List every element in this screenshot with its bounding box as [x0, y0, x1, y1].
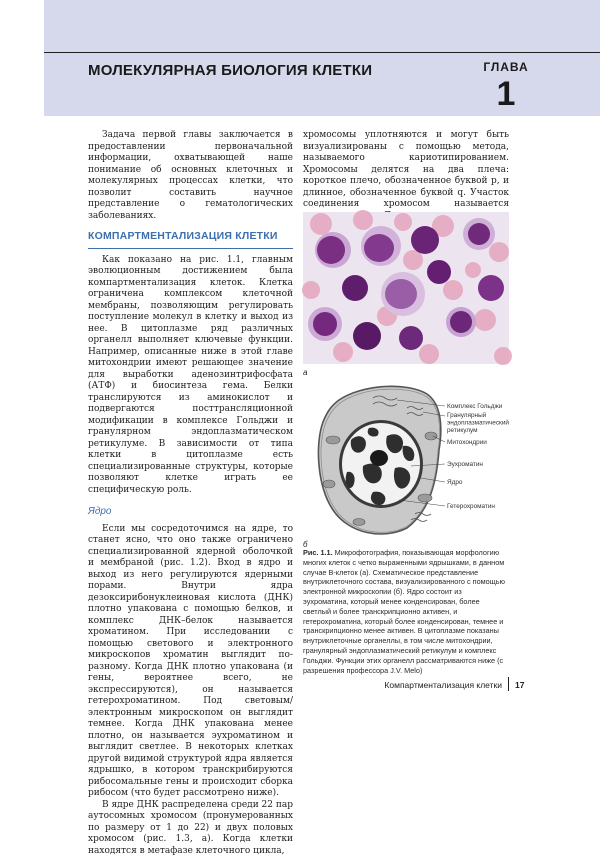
subsection-heading-nucleus: Ядро: [88, 506, 293, 518]
label-nucleus: Ядро: [447, 479, 463, 486]
nucleus-paragraph-2: В ядре ДНК распределена среди 22 пар аутосомных хромосом (пронумерованных по размеру от 1 до 22) и двух половых хромосом (рис. 1.3, а). Когда клетки находятся в метафазе клеточного цикла,: [88, 800, 293, 857]
section-rule: [88, 248, 293, 249]
label-euchromatin: Эухроматин: [447, 461, 483, 468]
micrograph-svg: [303, 212, 509, 364]
compartment-paragraph: Как показано на рис. 1.1, главным эволюционным достижением была компартментализация клеток. Клетка ограничена комплексом клеточной мембраны, позволяющим регулировать поступление молекул в клетку и выход из нее. В цитоплазме ряд различных органелл выполняет ключевые функции. Например, описанные ниже в этой главе митохондрии имеют решающее значение для выработки аденозинтрифосфата (АТФ) и биосинтеза гема. Белки транслируются из аминокислот и подвергаются посттрансляционной модификации в комплексе Гольджи и гранулярном эндоплазматическом ретикулуме. В зависимости от типа клетки в цитоплазме есть специализированные структуры, которые позволяют клетке играть ее специфическую роль.: [88, 255, 293, 497]
chapter-title: МОЛЕКУЛЯРНАЯ БИОЛОГИЯ КЛЕТКИ: [88, 62, 372, 79]
label-golgi: Комплекс Гольджи: [447, 403, 503, 410]
cell-diagram-svg: [303, 380, 509, 540]
left-column: [88, 130, 293, 857]
cell-diagram: [303, 380, 509, 540]
nucleus-paragraph-1: Если мы сосредоточимся на ядре, то станет ясно, что оно также ограничено специализированной ядерной оболочкой и мембраной (рис. 1.2). Вход в ядро и выход из него регулируются ядерными порами. Внутри ядра дезоксирибонуклеиновая кислота (ДНК) плотно упакована с помощью белков, и комплекс ДНК–белок называется хроматином. При исследовании с помощью светового и электронного микроскопов хроматин выглядит по-разному. Когда ДНК плотно упакована (и гены, вероятнее всего, не экспрессируются), он называется гетерохроматином. Под световым/электронным микроскопом он выглядит темнее. Когда ДНК упакована менее плотно, он называется эухроматином и выглядит светлее. В некоторых клетках другой видимой структурой ядра является ядрышко, в котором транскрибируются рибосомальные гены и происходит сборка рибосом (что будет рассмотрено ниже).: [88, 524, 293, 800]
header-rule: [44, 52, 600, 53]
intro-paragraph: Задача первой главы заключается в предоставлении первоначальной информации, охватывающей наше понимание об основных клеточных и молекулярных процессах клетки, что позволит составить научное представление о гематологических заболеваниях.: [88, 130, 293, 222]
chapter-label: ГЛАВА: [476, 60, 536, 74]
label-heterochromatin: Гетерохроматин: [447, 503, 495, 510]
caption-text: Микрофотография, показывающая морфологию многих клеток с четко выраженными ядрышками, в данном случае В-клеток (а). Схематическое представление внутриклеточного состава, визуализированного с помощью электронной микроскопии (б). Ядро состоит из эухроматина, который менее конденсирован, более светлый и более транскрипционно активен, и гетерохроматина, который более конденсирован, темнее и транскрипционно менее активен. В цитоплазме показаны внутриклеточные органеллы, в том числе митохондрии, гранулярный эндоплазматический ретикулум и комплекс Гольджи. Функции этих органелл рассматриваются ниже (с разрешения профессора J.V. Melo): [303, 548, 505, 675]
footer-divider: [508, 677, 509, 691]
figure-label-a: а: [303, 368, 307, 377]
micrograph-image: [303, 212, 509, 364]
figure-label-b: б: [303, 540, 308, 549]
page-number: 17: [515, 680, 524, 690]
running-title: Компартментализация клетки: [330, 680, 502, 690]
label-er: Гранулярный эндоплазматический ретикулум: [447, 411, 509, 434]
label-mitochondria: Митохондрии: [447, 439, 487, 446]
caption-title: Рис. 1.1.: [303, 548, 333, 557]
section-heading: КОМПАРТМЕНТАЛИЗАЦИЯ КЛЕТКИ: [88, 231, 293, 243]
right-paragraph: хромосомы уплотняются и могут быть визуализированы с помощью метода, называемого кариотипированием. Хромосомы делятся на два плеча: короткое плечо, обозначенное буквой p, и длинное, обозначенное буквой q. Участок соединения хромосом называется: [303, 130, 509, 245]
figure-caption: [303, 548, 509, 675]
chapter-number: 1: [476, 74, 536, 114]
